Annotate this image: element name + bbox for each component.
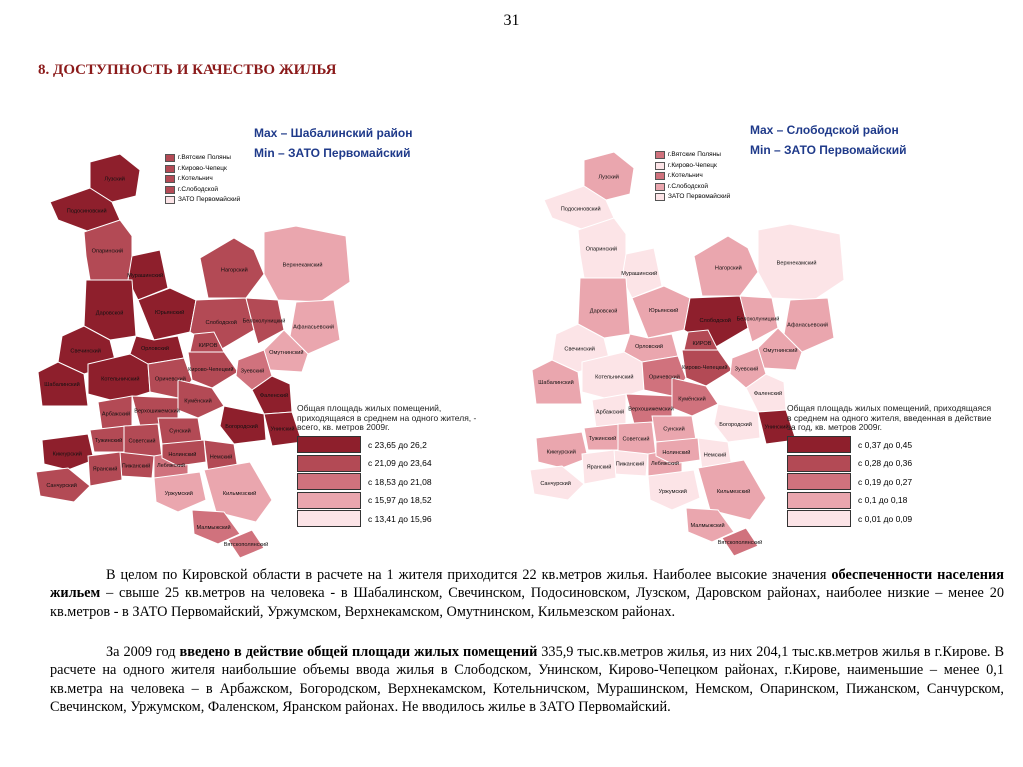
region-label: Котельничский bbox=[101, 376, 140, 383]
region-label: КИРОВ bbox=[692, 341, 712, 347]
region-label: Кумёнский bbox=[184, 398, 212, 405]
legend-label: с 15,97 до 18,52 bbox=[368, 495, 432, 506]
region-label: Оричевский bbox=[154, 376, 186, 383]
region-label: Верхошижемский bbox=[134, 408, 180, 415]
map1-min-label: Min – ЗАТО Первомайский bbox=[254, 146, 411, 160]
region-label: Унинский bbox=[270, 426, 295, 433]
legend-label: с 0,37 до 0,45 bbox=[858, 439, 913, 450]
inset-legend-swatch bbox=[655, 183, 665, 191]
legend-swatch bbox=[297, 492, 361, 509]
map2-legend bbox=[787, 404, 997, 528]
region-label: Нагорский bbox=[220, 267, 248, 274]
region-label: Нолинский bbox=[168, 452, 197, 458]
region-label: Фаленский bbox=[753, 391, 783, 398]
region-label: Фаленский bbox=[259, 393, 289, 400]
legend-swatch bbox=[787, 455, 851, 472]
inset-legend-item bbox=[655, 192, 730, 203]
region-label: Арбажский bbox=[101, 411, 131, 418]
legend-item bbox=[297, 510, 487, 529]
paragraph-housing-provision bbox=[50, 566, 1004, 621]
legend-item bbox=[297, 491, 487, 510]
inset-legend-item bbox=[165, 185, 240, 196]
map2-inset-legend bbox=[655, 150, 730, 203]
region-label: Богородский bbox=[719, 422, 752, 428]
inset-legend-item bbox=[165, 174, 240, 185]
region-label: Афанасьевский bbox=[293, 324, 335, 331]
region-label: Малмыжский bbox=[196, 524, 231, 531]
map1-legend-title: Общая площадь жилых помещений, приходящаяся в среднем на одного жителя, - всего, кв. метров 2009г. bbox=[297, 403, 477, 432]
legend-label: с 23,65 до 26,2 bbox=[368, 439, 427, 450]
region-label: Лузский bbox=[598, 174, 619, 181]
p2-text-a: За 2009 год bbox=[106, 644, 180, 660]
region-label: Кильмезский bbox=[716, 489, 751, 496]
region-label: Афанасьевский bbox=[787, 322, 829, 329]
inset-legend-swatch bbox=[165, 186, 175, 194]
inset-legend-label: г.Кирово-Чепецк bbox=[178, 164, 227, 172]
inset-legend-label: г.Котельнич bbox=[178, 175, 213, 182]
inset-legend-item bbox=[165, 164, 240, 175]
region-label: Белохолуницкий bbox=[242, 318, 286, 325]
inset-legend-swatch bbox=[655, 151, 665, 159]
region-label: Пижанский bbox=[121, 463, 151, 470]
legend-item bbox=[787, 436, 997, 455]
p2-text-c: 335,9 тыс.кв.метров жилья, из них 204,1 тыс.кв.метров жилья в г.Кирове. В расчете на одного жителя наибольшие объемы ввода жилья в Слободском, Унинском, Кирово-Чепецком районах, г.Кирове, наименьшие – менее 0,1 кв.метра на человека – в Арбажском, Богородском, Верхнекамском, Котельничском, Мурашинском, Немском, Опаринском, Пижанском, Санчурском, Свечинском, Уржумском, Фаленском, Яранском районах. Не вводилось жилье в ЗАТО Первомайский. bbox=[50, 644, 1004, 715]
region-label: Зуевский bbox=[734, 366, 759, 373]
legend-swatch bbox=[297, 436, 361, 453]
region-label: Кикнурский bbox=[546, 449, 576, 456]
inset-legend-label: г.Вятские Поляны bbox=[668, 151, 721, 158]
region-label: Уржумский bbox=[164, 490, 193, 497]
region-label: Советский bbox=[128, 438, 156, 445]
region-label: Белохолуницкий bbox=[736, 316, 780, 323]
inset-legend-swatch bbox=[655, 172, 665, 180]
legend-label: с 18,53 до 21,08 bbox=[368, 476, 432, 487]
legend-item bbox=[787, 510, 997, 529]
inset-legend-label: ЗАТО Первомайский bbox=[178, 196, 241, 203]
region-label: Сунский bbox=[169, 428, 191, 435]
region-label: Тужинский bbox=[588, 436, 617, 442]
region-label: Омутнинский bbox=[763, 348, 798, 354]
region-label: Орловский bbox=[634, 344, 664, 350]
p1-text-bold: обеспеченности населения жильем bbox=[50, 567, 1004, 602]
map2-max-label: Max – Слободской район bbox=[750, 123, 899, 137]
section-title: 8. ДОСТУПНОСТЬ И КАЧЕСТВО ЖИЛЬЯ bbox=[38, 62, 337, 78]
region-label: Санчурский bbox=[46, 482, 77, 489]
region-label: Немский bbox=[209, 454, 233, 461]
p1-text-c: – свыше 25 кв.метров на человека - в Шабалинском, Свечинском, Подосиновском, Лузском, Даровском районах, наиболее низкие – менее 20 кв.метров - в ЗАТО Первомайский, Уржумском, Верхнекамском, Омутнинском, Кильмезском районах. bbox=[50, 585, 1004, 620]
map2-min-label: Min – ЗАТО Первомайский bbox=[750, 143, 907, 157]
region-label: Уржумский bbox=[658, 488, 687, 495]
region-label: Яранский bbox=[586, 464, 612, 471]
region-label: Верхнекамский bbox=[776, 260, 817, 267]
map1-legend bbox=[297, 404, 487, 528]
inset-legend-label: г.Слободской bbox=[668, 182, 708, 190]
region-label: Подосиновский bbox=[560, 206, 601, 213]
region-label: Свечинский bbox=[70, 348, 101, 355]
region-label: КИРОВ bbox=[198, 343, 218, 349]
region-label: Советский bbox=[622, 436, 650, 443]
inset-legend-item bbox=[655, 171, 730, 182]
p1-text-a: В целом по Кировской области в расчете на 1 жителя приходится 22 кв.метров жилья. Наиболее высокие значения bbox=[106, 567, 832, 583]
region-label: Зуевский bbox=[240, 368, 265, 375]
region-label: Юрьянский bbox=[648, 308, 679, 314]
region-label: Даровской bbox=[589, 308, 618, 315]
inset-legend-swatch bbox=[655, 162, 665, 170]
legend-swatch bbox=[787, 510, 851, 527]
region-label: Свечинский bbox=[564, 346, 595, 353]
inset-legend-label: ЗАТО Первомайский bbox=[668, 193, 731, 200]
inset-legend-label: г.Кирово-Чепецк bbox=[668, 161, 717, 169]
p2-text-bold: введено в действие общей площади жилых помещений bbox=[179, 644, 538, 660]
region-label: Опаринский bbox=[91, 248, 123, 255]
inset-legend-swatch bbox=[655, 193, 665, 201]
paragraph-housing-commissioned bbox=[50, 643, 1004, 716]
region-label: Арбажский bbox=[595, 409, 625, 416]
region-label: Лузский bbox=[104, 176, 125, 183]
inset-legend-label: г.Котельнич bbox=[668, 172, 703, 179]
legend-item bbox=[787, 491, 997, 510]
region-label: Лебяжский bbox=[156, 463, 186, 469]
region-label: Вятскополянский bbox=[223, 542, 269, 548]
region-label: Немский bbox=[703, 452, 727, 459]
region-label: Кикнурский bbox=[52, 451, 82, 458]
legend-item bbox=[297, 473, 487, 492]
region-label: Пижанский bbox=[615, 461, 645, 468]
page-number: 31 bbox=[503, 12, 520, 29]
region-label: Санчурский bbox=[540, 480, 571, 487]
region-label: Яранский bbox=[92, 466, 118, 473]
legend-swatch bbox=[787, 473, 851, 490]
region-label: Кильмезский bbox=[222, 491, 257, 498]
region-label: Сунский bbox=[663, 426, 685, 433]
inset-legend-swatch bbox=[165, 175, 175, 183]
region-label: Нолинский bbox=[662, 450, 691, 456]
inset-legend-swatch bbox=[165, 165, 175, 173]
region-label: Лебяжский bbox=[650, 461, 680, 467]
region-label: Слободской bbox=[205, 320, 237, 326]
region-label: Шабалинский bbox=[44, 382, 80, 388]
map1-inset-legend bbox=[165, 153, 240, 206]
legend-swatch bbox=[297, 455, 361, 472]
inset-legend-item bbox=[655, 150, 730, 161]
region-label: Шабалинский bbox=[538, 380, 574, 386]
legend-label: с 21,09 до 23,64 bbox=[368, 458, 432, 469]
legend-swatch bbox=[787, 436, 851, 453]
region-label: Котельничский bbox=[595, 374, 634, 381]
region-label: Слободской bbox=[699, 318, 731, 324]
inset-legend-swatch bbox=[165, 154, 175, 162]
inset-legend-swatch bbox=[165, 196, 175, 204]
legend-item bbox=[297, 436, 487, 455]
region-label: Кирово-Чепецкий bbox=[682, 364, 728, 371]
region-label: Богородский bbox=[225, 424, 258, 430]
legend-item bbox=[297, 454, 487, 473]
legend-label: с 0,01 до 0,09 bbox=[858, 513, 913, 524]
region-label: Даровской bbox=[95, 310, 124, 317]
legend-item bbox=[787, 454, 997, 473]
inset-legend-item bbox=[165, 195, 240, 206]
region-label: Юрьянский bbox=[154, 310, 185, 316]
region-label: Кирово-Чепецкий bbox=[188, 366, 234, 373]
region-label: Оричевский bbox=[648, 374, 680, 381]
inset-legend-item bbox=[655, 182, 730, 193]
inset-legend-item bbox=[165, 153, 240, 164]
region-label: Верхнекамский bbox=[282, 262, 323, 269]
inset-legend-label: г.Вятские Поляны bbox=[178, 154, 231, 161]
legend-swatch bbox=[297, 473, 361, 490]
region-label: Опаринский bbox=[585, 246, 617, 253]
legend-label: с 0,1 до 0,18 bbox=[858, 495, 908, 506]
region-label: Тужинский bbox=[94, 438, 123, 444]
inset-legend-item bbox=[655, 161, 730, 172]
region-label: Вятскополянский bbox=[717, 540, 763, 546]
legend-label: с 0,28 до 0,36 bbox=[858, 458, 913, 469]
region-label: Подосиновский bbox=[66, 208, 107, 215]
legend-label: с 0,19 до 0,27 bbox=[858, 476, 913, 487]
map2-legend-title: Общая площадь жилых помещений, приходящаяся в среднем на одного жителя, введенная в действие за год, кв. метров 2009г. bbox=[787, 403, 992, 432]
region-label: Мурашинский bbox=[127, 272, 164, 279]
region-label: Унинский bbox=[764, 424, 789, 431]
legend-item bbox=[787, 473, 997, 492]
region-label: Мурашинский bbox=[621, 270, 658, 277]
legend-swatch bbox=[787, 492, 851, 509]
region-label: Верхошижемский bbox=[628, 406, 674, 413]
region-label: Кумёнский bbox=[678, 396, 706, 403]
inset-legend-label: г.Слободской bbox=[178, 185, 218, 193]
region-label: Малмыжский bbox=[690, 522, 725, 529]
region-label: Нагорский bbox=[714, 265, 742, 272]
legend-label: с 13,41 до 15,96 bbox=[368, 513, 432, 524]
region-label: Орловский bbox=[140, 346, 170, 352]
legend-swatch bbox=[297, 510, 361, 527]
map1-max-label: Max – Шабалинский район bbox=[254, 126, 413, 140]
region-label: Омутнинский bbox=[269, 350, 304, 356]
